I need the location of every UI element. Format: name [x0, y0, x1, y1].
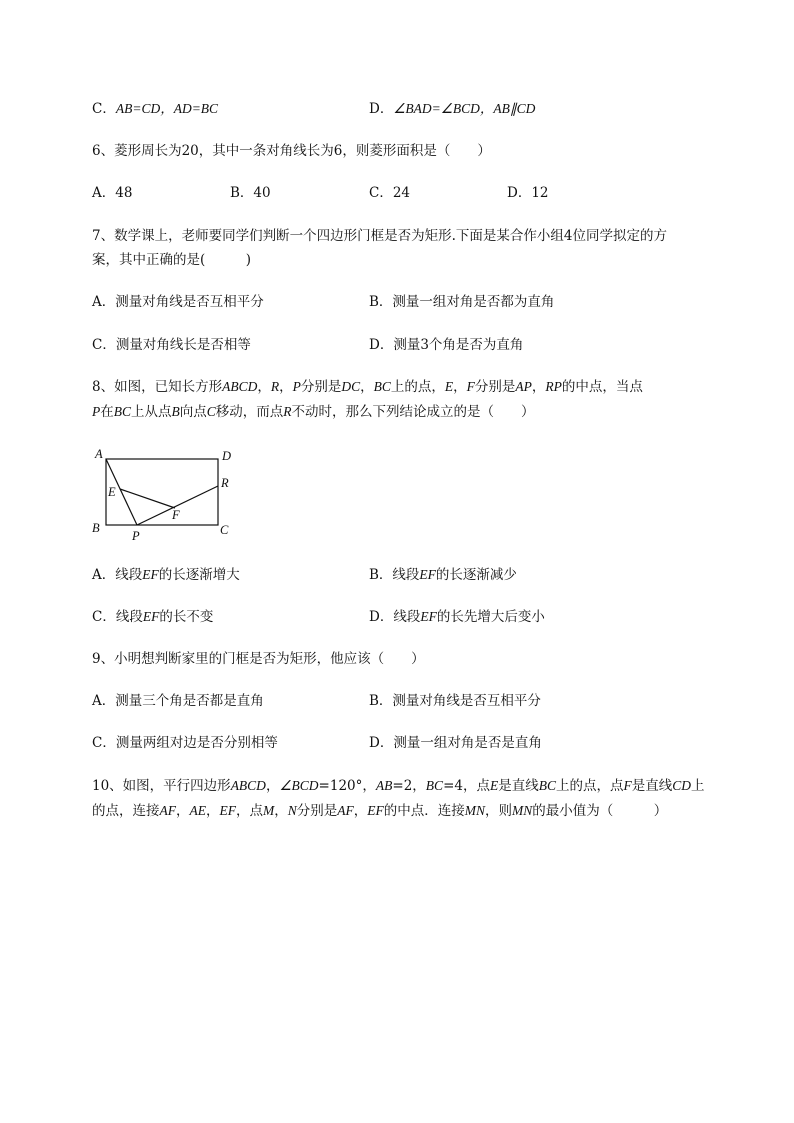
q8-option-c: C．线段EF的长不变 — [92, 609, 214, 625]
q7-option-b: B．测量一组对角是否都为直角 — [369, 294, 555, 310]
q8-stem-line1: 8、如图，已知长方形ABCD，R，P分别是DC，BC上的点，E，F分别是AP，RP的中点，当点 — [92, 379, 643, 395]
q7-stem-line1: 7、数学课上，老师要同学们判断一个四边形门框是否为矩形.下面是某合作小组4位同学拟定的方 — [92, 228, 667, 244]
q7-stem-line2: 案，其中正确的是( ) — [92, 252, 252, 268]
option-math: AB=CD，AD=BC — [115, 101, 219, 116]
label-b: B — [92, 521, 100, 535]
q9-option-b: B．测量对角线是否互相平分 — [369, 693, 541, 709]
q8-option-b: B．线段EF的长逐渐减少 — [369, 567, 517, 583]
q7-option-d: D．测量3个角是否为直角 — [369, 337, 524, 353]
label-f: F — [172, 508, 180, 522]
q7-option-c: C．测量对角线长是否相等 — [92, 337, 251, 353]
q6-stem: 6、菱形周长为20，其中一条对角线长为6，则菱形面积是（ ） — [92, 143, 491, 159]
q9-option-a: A．测量三个角是否都是直角 — [92, 693, 264, 709]
q9-option-c: C．测量两组对边是否分别相等 — [92, 735, 278, 751]
q6-option-c: C．24 — [369, 185, 411, 201]
q7-option-a: A．测量对角线是否互相平分 — [92, 294, 264, 310]
q8-stem-line2: P在BC上从点B向点C移动，而点R不动时，那么下列结论成立的是（ ） — [92, 404, 535, 420]
option-label: D． — [369, 101, 394, 117]
option-math: ∠BAD=∠BCD，AB∥CD — [393, 101, 536, 116]
q5-option-d — [369, 100, 535, 118]
label-a: A — [95, 447, 103, 461]
rectangle-abcd — [106, 459, 218, 525]
q8-figure — [88, 446, 240, 546]
q6-option-b: B．40 — [230, 185, 271, 201]
option-label: C． — [92, 101, 116, 117]
q8-option-a: A．线段EF的长逐渐增大 — [92, 567, 240, 583]
q9-stem: 9、小明想判断家里的门框是否为矩形，他应该（ ） — [92, 651, 425, 667]
q5-option-c — [92, 100, 218, 118]
q10-stem-line1: 10、如图，平行四边形ABCD，∠BCD=120°，AB=2，BC=4，点E是直线BC上的点，点F是直线CD上 — [92, 778, 705, 794]
q8-option-d: D．线段EF的长先增大后变小 — [369, 609, 545, 625]
label-c: C — [220, 523, 229, 537]
label-p: P — [132, 529, 140, 543]
label-d: D — [222, 449, 232, 463]
q6-option-a: A．48 — [92, 185, 133, 201]
q10-stem-line2: 的点，连接AF，AE，EF，点M，N分别是AF，EF的中点．连接MN，则MN的最小值为（ ） — [92, 803, 668, 819]
q6-option-d: D．12 — [507, 185, 549, 201]
label-r: R — [221, 476, 229, 490]
q9-option-d: D．测量一组对角是否是直角 — [369, 735, 542, 751]
label-e: E — [108, 485, 116, 499]
